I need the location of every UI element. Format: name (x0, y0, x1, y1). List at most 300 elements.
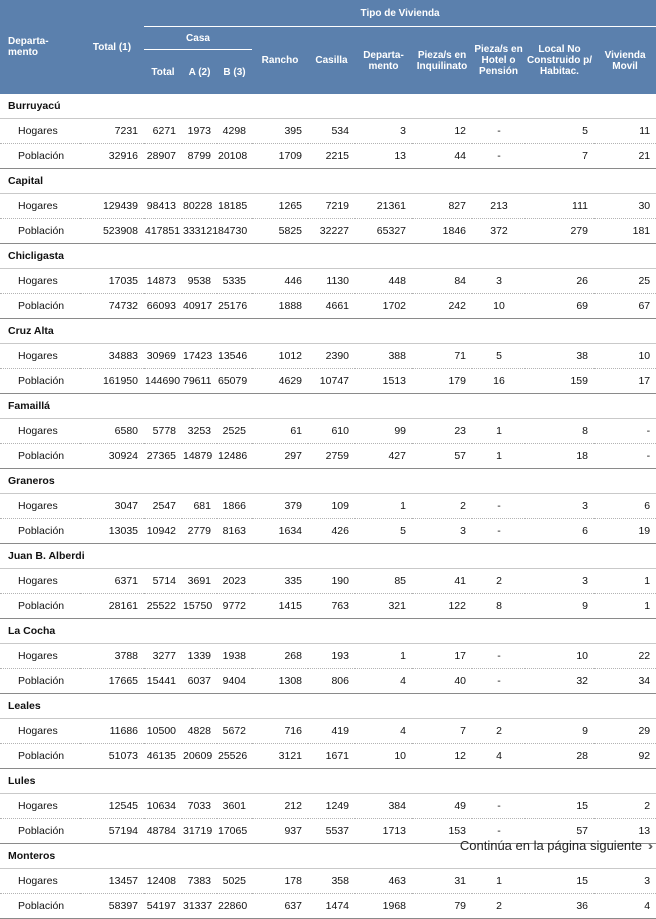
table-cell: 10 (525, 644, 594, 669)
table-cell: 14873 (144, 269, 182, 294)
table-cell: 427 (355, 444, 412, 469)
table-cell: 40917 (182, 294, 217, 319)
table-cell: 3788 (80, 644, 144, 669)
table-cell: 12 (412, 119, 472, 144)
table-cell: 1308 (252, 669, 308, 694)
header-casa-b: B (3) (217, 50, 252, 95)
department-name: Juan B. Alberdi (0, 544, 656, 569)
department-name: La Cocha (0, 619, 656, 644)
table-cell: 38 (525, 344, 594, 369)
table-cell: 1 (355, 644, 412, 669)
table-cell: 14879 (182, 444, 217, 469)
table-cell: 40 (412, 669, 472, 694)
table-cell: 190 (308, 569, 355, 594)
table-cell: 7 (412, 719, 472, 744)
department-row (0, 94, 656, 119)
table-cell: 3121 (252, 744, 308, 769)
table-cell: 4 (472, 744, 525, 769)
table-cell: 5 (472, 344, 525, 369)
table-cell: 57 (412, 444, 472, 469)
table-cell: 1671 (308, 744, 355, 769)
table-cell: 32916 (80, 144, 144, 169)
table-cell: 28 (525, 744, 594, 769)
table-cell: 1 (594, 594, 656, 619)
department-name: Chicligasta (0, 244, 656, 269)
table-cell: 372 (472, 219, 525, 244)
table-cell: 1713 (355, 819, 412, 844)
table-cell: 12408 (144, 869, 182, 894)
table-cell: 54197 (144, 894, 182, 919)
table-cell: 2215 (308, 144, 355, 169)
table-cell: 6 (525, 519, 594, 544)
table-row (0, 119, 656, 144)
table-cell: 3 (355, 119, 412, 144)
row-label: Población (0, 744, 80, 769)
table-cell: 74732 (80, 294, 144, 319)
table-cell: 1709 (252, 144, 308, 169)
table-cell: 30 (594, 194, 656, 219)
table-cell: 3 (525, 494, 594, 519)
table-cell: 523908 (80, 219, 144, 244)
table-cell: 79 (412, 894, 472, 919)
table-row (0, 444, 656, 469)
row-label: Población (0, 519, 80, 544)
table-cell: 13035 (80, 519, 144, 544)
table-cell: 67 (594, 294, 656, 319)
double-chevron-right-icon: ›› (648, 839, 650, 853)
table-cell: 80228 (182, 194, 217, 219)
table-cell: 268 (252, 644, 308, 669)
table-cell: - (472, 794, 525, 819)
table-cell: 15 (525, 794, 594, 819)
table-cell: 61 (252, 419, 308, 444)
table-cell: 44 (412, 144, 472, 169)
table-cell: 25522 (144, 594, 182, 619)
row-label: Hogares (0, 119, 80, 144)
table-cell: 1415 (252, 594, 308, 619)
department-row (0, 394, 656, 419)
table-cell: 4828 (182, 719, 217, 744)
department-name: Capital (0, 169, 656, 194)
table-cell: 7219 (308, 194, 355, 219)
table-cell: 5778 (144, 419, 182, 444)
table-row (0, 869, 656, 894)
continuation-note (0, 838, 650, 853)
table-cell: 15441 (144, 669, 182, 694)
table-row (0, 519, 656, 544)
table-row (0, 369, 656, 394)
department-name: Lules (0, 769, 656, 794)
table-cell: - (472, 669, 525, 694)
table-cell: - (472, 119, 525, 144)
table-cell: 1702 (355, 294, 412, 319)
table-cell: 10500 (144, 719, 182, 744)
table-cell: 13457 (80, 869, 144, 894)
table-cell: 85 (355, 569, 412, 594)
table-header (0, 0, 656, 94)
table-cell: 213 (472, 194, 525, 219)
table-cell: 57194 (80, 819, 144, 844)
table-cell: 2 (472, 719, 525, 744)
header-casa-a: A (2) (182, 50, 217, 95)
table-cell: 144690 (144, 369, 182, 394)
table-cell: 84730 (217, 219, 252, 244)
table-cell: 122 (412, 594, 472, 619)
table-cell: 2390 (308, 344, 355, 369)
table-row (0, 219, 656, 244)
table-cell: 22860 (217, 894, 252, 919)
table-cell: 388 (355, 344, 412, 369)
table-cell: 2525 (217, 419, 252, 444)
table-cell: 10942 (144, 519, 182, 544)
table-cell: 79611 (182, 369, 217, 394)
row-label: Población (0, 894, 80, 919)
department-name: Cruz Alta (0, 319, 656, 344)
table-cell: 13 (594, 819, 656, 844)
table-cell: 2759 (308, 444, 355, 469)
table-cell: 51073 (80, 744, 144, 769)
row-label: Hogares (0, 419, 80, 444)
row-label: Hogares (0, 344, 80, 369)
row-label: Hogares (0, 194, 80, 219)
table-cell: 98413 (144, 194, 182, 219)
header-casa: Casa (144, 27, 252, 50)
table-cell: 17065 (217, 819, 252, 844)
header-vivienda-movil: Vivienda Movil (594, 27, 656, 95)
row-label: Población (0, 444, 80, 469)
table-cell: 69 (525, 294, 594, 319)
table-cell: 10 (472, 294, 525, 319)
table-cell: 57 (525, 819, 594, 844)
table-cell: - (594, 419, 656, 444)
table-cell: 610 (308, 419, 355, 444)
table-cell: 179 (412, 369, 472, 394)
table-cell: 32 (525, 669, 594, 694)
table-cell: 193 (308, 644, 355, 669)
table-cell: 1634 (252, 519, 308, 544)
table-cell: 5825 (252, 219, 308, 244)
table-cell: 5025 (217, 869, 252, 894)
table-cell: - (472, 819, 525, 844)
table-row (0, 594, 656, 619)
table-cell: 242 (412, 294, 472, 319)
table-cell: 7 (525, 144, 594, 169)
table-cell: 2 (594, 794, 656, 819)
table-cell: 448 (355, 269, 412, 294)
table-cell: 1265 (252, 194, 308, 219)
table-cell: 1 (355, 494, 412, 519)
table-cell: 333121 (182, 219, 217, 244)
table-cell: 3691 (182, 569, 217, 594)
table-cell: 31719 (182, 819, 217, 844)
table-cell: 7383 (182, 869, 217, 894)
table-cell: 1866 (217, 494, 252, 519)
table-cell: 153 (412, 819, 472, 844)
department-row (0, 619, 656, 644)
department-name: Monteros (0, 844, 656, 869)
header-departamento-tipo: Departa-mento (355, 27, 412, 95)
table-cell: 1339 (182, 644, 217, 669)
table-cell: 18185 (217, 194, 252, 219)
table-cell: 181 (594, 219, 656, 244)
table-cell: 1012 (252, 344, 308, 369)
table-cell: 30969 (144, 344, 182, 369)
table-cell: 31 (412, 869, 472, 894)
table-cell: 28907 (144, 144, 182, 169)
table-row (0, 569, 656, 594)
table-cell: 12 (412, 744, 472, 769)
table-cell: 637 (252, 894, 308, 919)
table-cell: 30924 (80, 444, 144, 469)
table-cell: 16 (472, 369, 525, 394)
table-cell: 34883 (80, 344, 144, 369)
table-cell: 58397 (80, 894, 144, 919)
table-cell: 25526 (217, 744, 252, 769)
table-cell: 84 (412, 269, 472, 294)
table-cell: 1973 (182, 119, 217, 144)
table-cell: 10747 (308, 369, 355, 394)
header-pieza-inquilinato: Pieza/s en Inquilinato (412, 27, 472, 95)
table-cell: 10634 (144, 794, 182, 819)
table-cell: 463 (355, 869, 412, 894)
table-cell: 66093 (144, 294, 182, 319)
table-cell: 111 (525, 194, 594, 219)
table-cell: 3253 (182, 419, 217, 444)
table-row (0, 269, 656, 294)
table-cell: 20108 (217, 144, 252, 169)
table-cell: 129439 (80, 194, 144, 219)
department-name: Leales (0, 694, 656, 719)
table-row (0, 494, 656, 519)
department-row (0, 469, 656, 494)
table-body (0, 94, 656, 919)
continuation-text: Continúa en la página siguiente (459, 838, 642, 853)
table-cell: 8 (525, 419, 594, 444)
table-cell: 9 (525, 594, 594, 619)
table-cell: 92 (594, 744, 656, 769)
table-cell: - (472, 494, 525, 519)
table-cell: 5 (525, 119, 594, 144)
table-cell: 159 (525, 369, 594, 394)
table-cell: 3 (525, 569, 594, 594)
table-cell: 22 (594, 644, 656, 669)
table-cell: 17665 (80, 669, 144, 694)
table-cell: 2779 (182, 519, 217, 544)
row-label: Población (0, 219, 80, 244)
table-cell: 379 (252, 494, 308, 519)
table-cell: 1888 (252, 294, 308, 319)
table-row (0, 744, 656, 769)
table-cell: 827 (412, 194, 472, 219)
row-label: Hogares (0, 644, 80, 669)
table-cell: 8 (472, 594, 525, 619)
table-cell: 29 (594, 719, 656, 744)
table-cell: 937 (252, 819, 308, 844)
row-label: Población (0, 669, 80, 694)
table-cell: 6 (594, 494, 656, 519)
table-row (0, 669, 656, 694)
table-cell: 6580 (80, 419, 144, 444)
row-label: Población (0, 144, 80, 169)
table-cell: 9404 (217, 669, 252, 694)
table-cell: 48784 (144, 819, 182, 844)
table-cell: 1 (472, 419, 525, 444)
department-row (0, 319, 656, 344)
table-cell: 3 (472, 269, 525, 294)
department-row (0, 169, 656, 194)
row-label: Población (0, 369, 80, 394)
table-cell: 4298 (217, 119, 252, 144)
department-row (0, 769, 656, 794)
table-row (0, 894, 656, 919)
department-name: Burruyacú (0, 94, 656, 119)
table-cell: 11686 (80, 719, 144, 744)
table-cell: 5537 (308, 819, 355, 844)
table-cell: 1 (594, 569, 656, 594)
table-cell: 806 (308, 669, 355, 694)
table-cell: 358 (308, 869, 355, 894)
table-cell: 109 (308, 494, 355, 519)
table-cell: 25176 (217, 294, 252, 319)
table-cell: 2023 (217, 569, 252, 594)
table-cell: 2 (472, 569, 525, 594)
table-cell: 18 (525, 444, 594, 469)
table-cell: 7231 (80, 119, 144, 144)
table-cell: 446 (252, 269, 308, 294)
table-cell: 9538 (182, 269, 217, 294)
table-cell: 1130 (308, 269, 355, 294)
table-cell: 13546 (217, 344, 252, 369)
table-cell: 384 (355, 794, 412, 819)
table-cell: 1938 (217, 644, 252, 669)
table-cell: 1 (472, 869, 525, 894)
table-cell: 1968 (355, 894, 412, 919)
table-cell: 2547 (144, 494, 182, 519)
table-cell: 17035 (80, 269, 144, 294)
table-cell: 161950 (80, 369, 144, 394)
table-cell: 25 (594, 269, 656, 294)
table-cell: 3277 (144, 644, 182, 669)
header-departamento: Departa-mento (0, 0, 80, 94)
table-cell: 4 (355, 719, 412, 744)
department-row (0, 244, 656, 269)
table-cell: 763 (308, 594, 355, 619)
table-cell: 297 (252, 444, 308, 469)
table-cell: 65079 (217, 369, 252, 394)
table-cell: 34 (594, 669, 656, 694)
row-label: Población (0, 294, 80, 319)
table-cell: 9 (525, 719, 594, 744)
table-cell: 279 (525, 219, 594, 244)
table-row (0, 294, 656, 319)
table-cell: 4661 (308, 294, 355, 319)
row-label: Hogares (0, 794, 80, 819)
table-cell: 65327 (355, 219, 412, 244)
table-cell: 1249 (308, 794, 355, 819)
row-label: Hogares (0, 494, 80, 519)
table-cell: - (472, 144, 525, 169)
table-cell: 15750 (182, 594, 217, 619)
table-cell: 2 (412, 494, 472, 519)
header-casa-total: Total (144, 50, 182, 95)
table-cell: 23 (412, 419, 472, 444)
table-cell: 2 (472, 894, 525, 919)
table-cell: - (472, 519, 525, 544)
table-cell: 15 (525, 869, 594, 894)
header-rancho: Rancho (252, 27, 308, 95)
table-cell: - (594, 444, 656, 469)
table-cell: 534 (308, 119, 355, 144)
row-label: Población (0, 819, 80, 844)
table-cell: 6371 (80, 569, 144, 594)
table-cell: 28161 (80, 594, 144, 619)
header-total: Total (1) (80, 0, 144, 94)
table-cell: 10 (594, 344, 656, 369)
table-row (0, 794, 656, 819)
table-cell: 426 (308, 519, 355, 544)
table-cell: 3 (412, 519, 472, 544)
header-local-no-construido: Local No Construido p/ Habitac. (525, 27, 594, 95)
department-row (0, 544, 656, 569)
table-cell: 31337 (182, 894, 217, 919)
table-cell: 4629 (252, 369, 308, 394)
table-cell: 27365 (144, 444, 182, 469)
table-cell: 417851 (144, 219, 182, 244)
table-cell: 21 (594, 144, 656, 169)
department-name: Graneros (0, 469, 656, 494)
header-pieza-hotel: Pieza/s en Hotel o Pensión (472, 27, 525, 95)
table-cell: 4 (355, 669, 412, 694)
table-cell: 3 (594, 869, 656, 894)
table-cell: 71 (412, 344, 472, 369)
row-label: Hogares (0, 269, 80, 294)
table-cell: 335 (252, 569, 308, 594)
table-cell: 7033 (182, 794, 217, 819)
table-cell: 321 (355, 594, 412, 619)
table-cell: 26 (525, 269, 594, 294)
table-cell: 3047 (80, 494, 144, 519)
table-cell: 46135 (144, 744, 182, 769)
department-row (0, 694, 656, 719)
table-cell: 99 (355, 419, 412, 444)
table-row (0, 194, 656, 219)
table-cell: 8163 (217, 519, 252, 544)
table-cell: 12545 (80, 794, 144, 819)
table-cell: 11 (594, 119, 656, 144)
table-cell: 36 (525, 894, 594, 919)
row-label: Hogares (0, 569, 80, 594)
table-cell: 17 (594, 369, 656, 394)
table-cell: 20609 (182, 744, 217, 769)
table-row (0, 644, 656, 669)
table-row (0, 344, 656, 369)
table-cell: 681 (182, 494, 217, 519)
table-cell: 5 (355, 519, 412, 544)
table-cell: 716 (252, 719, 308, 744)
table-cell: 5335 (217, 269, 252, 294)
row-label: Hogares (0, 869, 80, 894)
table-cell: 21361 (355, 194, 412, 219)
table-cell: - (472, 644, 525, 669)
table-cell: 212 (252, 794, 308, 819)
table-cell: 9772 (217, 594, 252, 619)
table-cell: 17 (412, 644, 472, 669)
table-cell: 1474 (308, 894, 355, 919)
table-cell: 5714 (144, 569, 182, 594)
table-cell: 8799 (182, 144, 217, 169)
table-row (0, 419, 656, 444)
table-cell: 3601 (217, 794, 252, 819)
